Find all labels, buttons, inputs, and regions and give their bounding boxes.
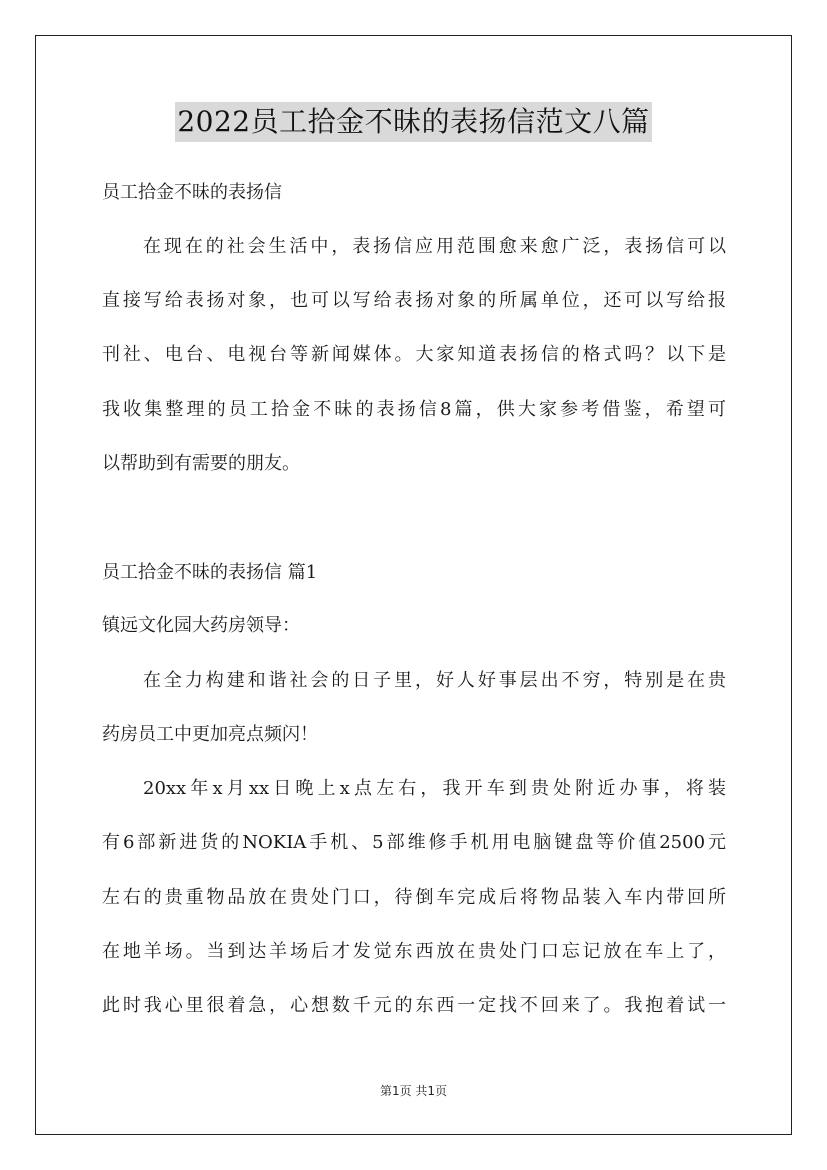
paragraph-line: 在地羊场。当到达羊场后才发觉东西放在贵处门口忘记放在车上了， — [102, 941, 726, 962]
paragraph-line: 20xx年x月xx日晚上x点左右，我开车到贵处附近办事，将装 — [143, 778, 726, 799]
paragraph-line: 左右的贵重物品放在贵处门口，待倒车完成后将物品装入车内带回所 — [102, 887, 726, 908]
title-container — [0, 102, 827, 142]
paragraph-line: 在现在的社会生活中，表扬信应用范围愈来愈广泛，表扬信可以 — [143, 236, 726, 257]
section-heading: 员工拾金不昧的表扬信 篇1 — [102, 562, 318, 583]
paragraph-line: 我收集整理的员工拾金不昧的表扬信8篇，供大家参考借鉴，希望可 — [102, 399, 726, 420]
document-title: 2022员工拾金不昧的表扬信范文八篇 — [175, 102, 651, 142]
paragraph-line: 此时我心里很着急，心想数千元的东西一定找不回来了。我抱着试一 — [102, 995, 726, 1016]
paragraph-line: 直接写给表扬对象，也可以写给表扬对象的所属单位，还可以写给报 — [102, 290, 726, 311]
paragraph-line: 刊社、电台、电视台等新闻媒体。大家知道表扬信的格式吗？以下是 — [102, 344, 726, 365]
paragraph-line: 以帮助到有需要的朋友。 — [102, 453, 300, 474]
paragraph-line: 有6部新进货的NOKIA手机、5部维修手机用电脑键盘等价值2500元 — [102, 832, 726, 853]
section-heading: 员工拾金不昧的表扬信 — [102, 182, 282, 203]
paragraph-line: 在全力构建和谐社会的日子里，好人好事层出不穷，特别是在贵 — [143, 670, 726, 691]
page-footer: 第1页 共1页 — [379, 1084, 448, 1098]
paragraph-line: 药房员工中更加亮点频闪！ — [102, 724, 318, 745]
salutation: 镇远文化园大药房领导： — [102, 615, 300, 636]
